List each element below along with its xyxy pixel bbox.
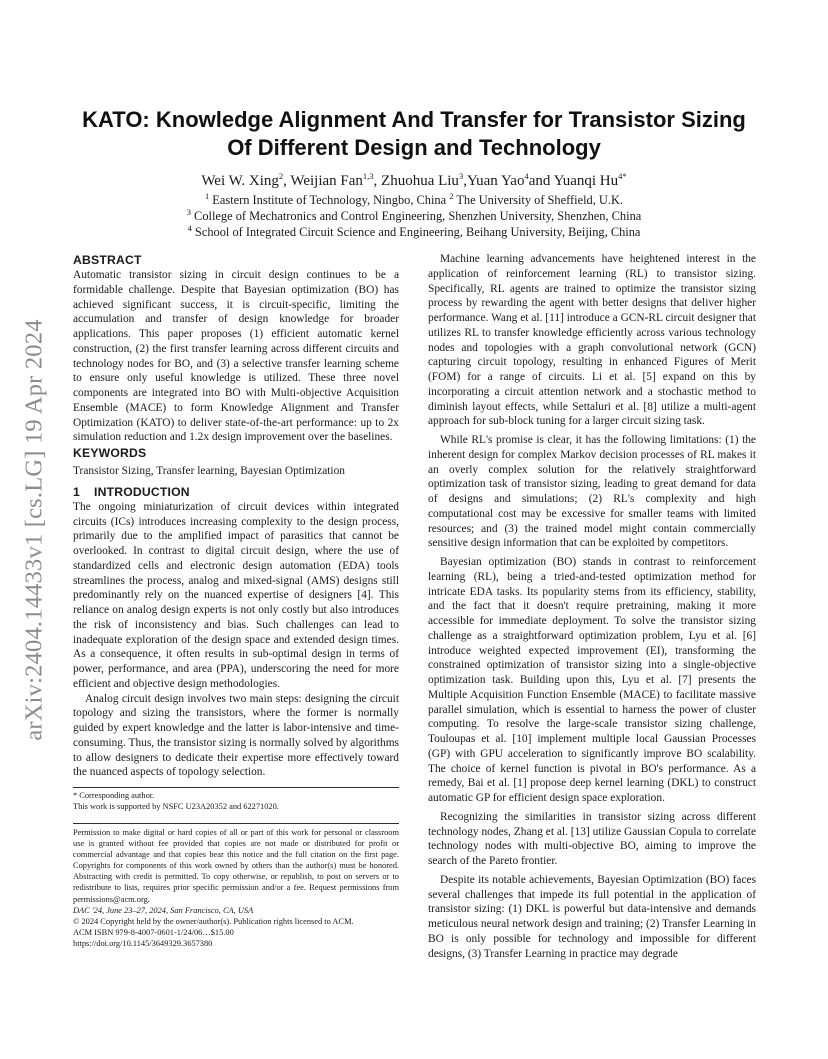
author: Yuanqi $Hu^{4*}$ — [553, 171, 627, 189]
arxiv-stamp-text: arXiv:2404.14433v1 [cs.LG] 19 Apr 2024 — [21, 319, 49, 741]
footnote-support: This work is supported by NSFC U23A20352 and 62271020. — [73, 802, 279, 811]
body-paragraph-3: Bayesian optimization (BO) stands in contrast to reinforcement learning (RL), being a tried-and-tested optimization method for intricate EDA tasks. Its popularity stems from its efficiency, stability, and the fact that it doesn't require pretraining, making it more accessible for immediate deployment. To solve the transistor sizing challenge as a straightforward optimization problem, Lyu et al. [6] introduce weighted expected improvement (EI), transforming the constrained optimization of transistor sizing into a single-objective optimization task. Building upon this, Lyu et al. [7] presents the Multiple Acquisition Function Ensemble (MACE) to facilitate massive parallel simulation, which is essential to harness the power of cluster computing. To resolve the large-scale transistor sizing challenge, Touloupas et al. [10] implement multiple local Gaussian Processes (GP) with GPU acceleration to significantly improve BO scalability. The choice of kernel function is pivotal in BO's performance. As a remedy, Bai et al. [1] propose deep kernel learning (DKL) to construct automatic GP for efficient design space exploration. — [428, 556, 756, 804]
author: Wei W. Xing$^2$, — [201, 171, 291, 189]
doi: https://doi.org/10.1145/3649329.3657380 — [73, 938, 213, 948]
left-column — [73, 252, 399, 780]
author: Weijian Fan$^{1,3}$, — [290, 171, 382, 189]
author-list — [70, 172, 758, 191]
body-paragraph-2: While RL's promise is clear, it has the following limitations: (1) the inherent design for complex Markov decision processes of RL makes it an overly complex solution for the relatively straightforward optimization task of transistor sizing, leading to great demand for data of designs and simulations; (2) RL's complexity and high computational cost may be excessive for smaller teams with limited resources; and (3) the trained model might contain commercially sensitive design information that can be exploited by competitors. — [428, 434, 756, 550]
permission-text: Permission to make digital or hard copies of all or part of this work for personal or classroom use is granted without fee provided that copies are not made or distributed for profit or commercial advantage and that copies bear this notice and the full citation on the first page. Copyrights for components of this work owned by others than the author(s) must be honored. Abstracting with credit is permitted. To copy otherwise, or republish, to post on servers or to redistribute to lists, requires prior specific permission and/or a fee. Request permissions from permissions@acm.org. — [73, 828, 399, 904]
abstract-text: Automatic transistor sizing in circuit design continues to be a formidable challenge. Despite that Bayesian optimization (BO) has achieved significant success, it is circuit-specific, limiting the accumulation and transfer of design knowledge for broader applications. This paper proposes (1) efficient automatic kernel construction, (2) the first transfer learning across different circuits and technology nodes for BO, and (3) a selective transfer learning scheme to ensure only useful knowledge is utilized. These three novel components are integrated into BO with Multi-objective Acquisition Ensemble (MACE) to form Knowledge Alignment and Transfer Optimization (KATO) to deliver state-of-the-art performance: up to 2x simulation reduction and 1.2x design improvement over the baselines. — [73, 269, 399, 444]
keywords-text: Transistor Sizing, Transfer learning, Bayesian Optimization — [73, 465, 345, 477]
abstract-heading: ABSTRACT — [73, 253, 142, 267]
footnote-corresponding: * Corresponding author. — [73, 791, 155, 800]
body-paragraph-5: Despite its notable achievements, Bayesian Optimization (BO) faces several challenges that impede its full potential in the application of transistor sizing: (1) DKL is powerful but data-intensive and demands meticulous neural network design and training; (2) Transfer Learning in BO is only possible for technology and impossible for different designs, (3) Transfer Learning in practice may degrade — [428, 873, 756, 960]
arxiv-stamp — [20, 290, 50, 770]
intro-paragraph-2: Analog circuit design involves two main steps: designing the circuit topology and sizing the transistors, where the former is normally guided by expert knowledge and the latter is labor-intensive and time-consuming. Thus, the transistor sizing is normally solved by algorithms to allow designers to dedicate their expertise more effectively toward the nuanced aspects of topology selection. — [73, 692, 399, 779]
body-paragraph-4: Recognizing the similarities in transistor sizing across different technology nodes, Zhang et al. [13] utilize Gaussian Copula to correlate technology nodes with multi-objective BO, aiming to improve the search of the Pareto frontier. — [428, 810, 756, 867]
permission-rule — [73, 823, 399, 824]
paper-title — [70, 106, 758, 162]
affiliation-line-3: $^4$ School of Integrated Circuit Science and Engineering, Beihang University, Beijing, China — [187, 222, 641, 239]
author: Zhuohua Liu$^3$, — [381, 171, 467, 189]
section-heading-introduction: 1 INTRODUCTION — [73, 484, 190, 499]
footnote-rule — [73, 787, 399, 788]
title-line-1: KATO: Knowledge Alignment And Transfer for Transistor Sizing — [82, 107, 746, 132]
keywords-heading: KEYWORDS — [73, 446, 147, 460]
permission-block — [73, 827, 399, 949]
copyright: © 2024 Copyright held by the owner/author(s). Publication rights licensed to ACM. — [73, 916, 354, 926]
body-paragraph-1: Machine learning advancements have heightened interest in the application of reinforcement learning (RL) to transistor sizing. Specifically, RL agents are trained to optimize the transistor sizing process by rewarding the agent with better designs that deliver higher performance. Wang et al. [11] introduce a GCN-RL circuit designer that utilizes RL to transfer knowledge efficiently across various technology nodes and topologies with a graph convolutional network (GCN) capturing circuit topology, resulting in enhanced Figures of Merit (FOM) for a range of circuits. Li et al. [5] expand on this by incorporating a circuit attention network and a stochastic method to diminish layout effects, while Settaluri et al. [8] utilize a multi-agent approach for sub-block tuning for a larger circuit sizing task. — [428, 253, 756, 428]
isbn: ACM ISBN 979-8-4007-0601-1/24/06…$15.00 — [73, 927, 234, 937]
affiliation-line-1: $^1$ Eastern Institute of Technology, Ningbo, China $^2$ The University of Sheffield, U.K. — [204, 190, 624, 207]
right-column — [428, 252, 756, 961]
intro-paragraph-1: The ongoing miniaturization of circuit devices within integrated circuits (ICs) introduces increasing complexity to the design process, primarily due to the amplified impact of parasitics that cannot be overlooked. In contrast to digital circuit design, where the use of standardized cells and electronic design automation (EDA) tools streamlines the process, analog and mixed-signal (AMS) designs still predominantly rely on the nuanced expertise of designers [4]. This reliance on analog design experts is not only costly but also introduces the risk of inconsistency and bias. Such challenges can lead to inadequate exploration of the design space and extended design times. As a consequence, it often results in sub-optimal design in terms of power, performance, and area (PPA), underscoring the need for more efficient and objective design methodologies. — [73, 500, 399, 690]
affiliation-line-2: $^3$ College of Mechatronics and Control Engineering, Shenzhen University, Shenzhen, China — [186, 206, 642, 223]
author: Yuan Yao$^4$and — [466, 171, 554, 189]
title-line-2: Of Different Design and Technology — [227, 135, 601, 160]
venue: DAC '24, June 23–27, 2024, San Francisco, CA, USA — [73, 905, 254, 915]
